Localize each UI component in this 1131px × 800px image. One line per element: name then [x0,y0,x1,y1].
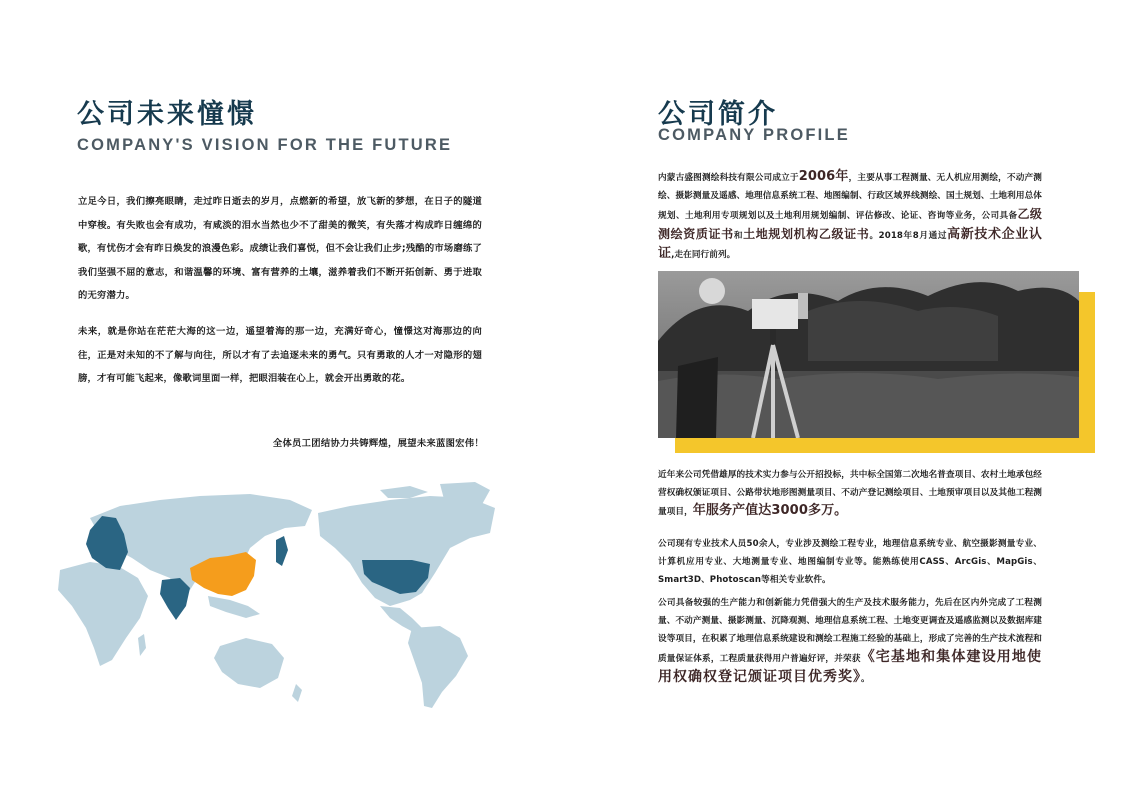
right-page [565,0,1131,800]
profile-paragraph-projects [658,466,1042,521]
intro-text-2: ，主要从事工程测量、无人机应用测绘，不动产测绘、摄影测量及遥感、地理信息系统工程、地图编制、行政区域界线测绘、国土规划、土地利用总体规划、土地利用专项规划以及土地利用规划编制、评估修改、论证、咨询等业务，公司具备 [658,173,1042,221]
founding-year: 2006年 [798,169,849,184]
profile-title-cn: 公司简介 [658,99,778,130]
arctic-islands-shape [380,486,428,498]
annual-output-highlight: 年服务产值达3000多万。 [692,503,848,518]
capability-end: 。 [861,674,870,684]
award-highlight: 《宅基地和集体建设用地使用权确权登记颁证项目优秀奖》 [658,649,1042,685]
intro-text-4: ,走在同行前列。 [671,250,736,260]
south-america-shape [408,626,468,708]
profile-title-en: COMPANY PROFILE [658,126,850,144]
cert-surveying-qualification: 乙级测绘资质证书 [658,207,1042,241]
surveyor-photo [658,271,1079,438]
projects-text: 近年来公司凭借雄厚的技术实力参与公开招投标，共中标全国第二次地名普查项目、农村土地承包经营权确权颁证项目、公路带状地形图测量项目、不动产登记测绘项目、土地预审项目以及其他工程测量项目， [658,470,1042,517]
japan-highlight [276,536,288,566]
cert-high-tech: 高新技术企业认证 [658,227,1042,261]
world-map-icon [50,478,510,710]
cert-land-planning: 土地规划机构乙级证书 [743,227,870,241]
new-zealand-shape [292,684,302,702]
profile-paragraph-staff: 公司现有专业技术人员50余人，专业涉及测绘工程专业，地理信息系统专业、航空摄影测量专业、计算机应用专业、大地测量专业、地图编制专业等。能熟练使用CASS、ArcGis、MapGis、Smart3D、Photoscan等相关专业软件。 [658,539,1042,585]
vision-title-cn: 公司未来憧憬 [77,99,257,130]
profile-intro-paragraph [658,168,1042,264]
surveyor-photo-icon [658,271,1079,438]
southeast-asia-islands-shape [208,596,260,618]
left-page [0,0,565,800]
vision-title-en: COMPANY'S VISION FOR THE FUTURE [77,136,453,154]
madagascar-shape [138,634,146,656]
india-highlight [160,578,190,620]
profile-paragraph-capability [658,594,1042,688]
vision-paragraph-2: 未来，就是你站在茫茫大海的这一边，遥望着海的那一边，充满好奇心，憧憬这对海那边的向往，正是对未知的不了解与向往，所以才有了去追逐未来的勇气。只有勇敢的人才一对隐形的翅膀，才有可能飞起来，像歌词里面一样，把眼泪装在心上，就会开出勇敢的花。 [78,326,482,384]
vision-closing-line: 全体员工团结协力共铸辉煌，展望未来蓝图宏伟！ [272,438,484,449]
vision-paragraph-1: 立足今日，我们擦亮眼睛，走过昨日逝去的岁月，点燃新的希望，放飞新的梦想，在日子的隧道中穿梭。有失败也会有成功，有咸淡的泪水当然也少不了甜美的微笑，有失落才构成昨日缠绵的歌，有忧伤才会有昨日焕发的浪漫色彩。成绩让我们喜悦，但不会让我们止步;残酷的市场磨练了我们坚强不屈的意志，和谐温馨的环境、富有营养的土壤，滋养着我们不断开拓创新、勇于进取的无穷潜力。 [78,196,482,301]
intro-text-1: 内蒙古盛图测绘科技有限公司成立于 [658,173,799,183]
intro-text-3: 。2018年8月通过 [869,231,948,241]
intro-and: 和 [733,231,744,241]
capability-text: 公司具备较强的生产能力和创新能力凭借强大的生产及技术服务能力，先后在区内外完成了工程测量、不动产测量、摄影测量、沉降观测、地理信息系统工程、土地变更调查及遥感监测以及数据库建设等项目，在积累了地理信息系统建设和测绘工程施工经验的基础上，形成了完善的生产技术流程和质量保证体系，工程质量获得用户普遍好评，并荣获 [658,598,1042,664]
australia-shape [214,638,284,688]
africa-shape [58,562,148,666]
